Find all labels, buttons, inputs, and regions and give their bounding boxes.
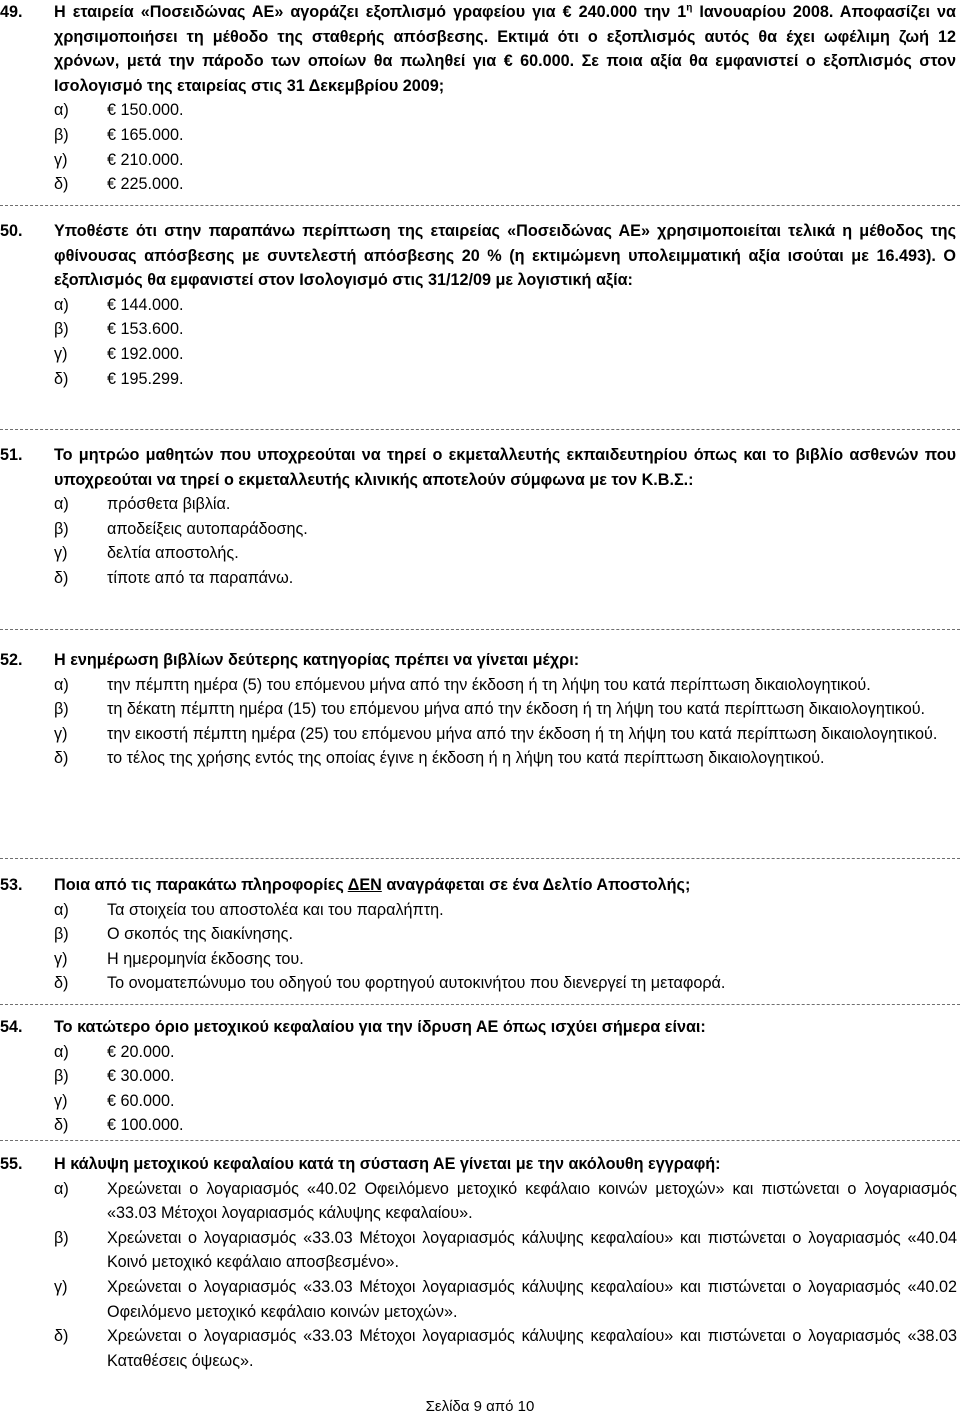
- question-49: [0, 0, 960, 197]
- answer-text: Τα στοιχεία του αποστολέα και του παραλήπτη.: [107, 900, 444, 919]
- question-number: 50.: [0, 222, 23, 240]
- answer-label: α): [54, 101, 69, 120]
- answer-label: γ): [54, 344, 68, 363]
- answer-label: γ): [54, 150, 68, 169]
- answer-option: [54, 673, 960, 698]
- answer-option: [54, 1226, 960, 1275]
- answer-text: € 165.000.: [107, 125, 184, 144]
- answer-label: α): [54, 675, 69, 694]
- question-separator: [0, 205, 960, 206]
- answer-label: γ): [54, 544, 68, 563]
- question-text: [54, 873, 956, 898]
- question-separator: [0, 429, 960, 430]
- answer-option: [54, 317, 960, 342]
- answer-option: [54, 123, 960, 148]
- question-50: [0, 219, 960, 391]
- question-number: 49.: [0, 3, 23, 21]
- answer-label: α): [54, 295, 69, 314]
- answer-label: β): [54, 925, 69, 944]
- answer-option: [54, 172, 960, 197]
- answer-text: την εικοστή πέμπτη ημέρα (25) του επόμενου μήνα από την έκδοση ή τη λήψη του κατά περίπτωση δικαιολογητικού.: [107, 724, 938, 743]
- answer-option: [54, 971, 960, 996]
- answer-option: [54, 1177, 960, 1226]
- question-text-part: Ποια από τις παρακάτω πληροφορίες: [54, 876, 348, 894]
- answer-label: δ): [54, 1327, 69, 1346]
- answer-option: [54, 517, 960, 542]
- answer-label: β): [54, 320, 69, 339]
- answer-option: [54, 293, 960, 318]
- answer-option: [54, 566, 960, 591]
- answer-option: [54, 898, 960, 923]
- answer-label: β): [54, 700, 69, 719]
- question-text: Η κάλυψη μετοχικού κεφαλαίου κατά τη σύσταση ΑΕ γίνεται με την ακόλουθη εγγραφή:: [54, 1155, 721, 1173]
- answer-text: € 30.000.: [107, 1067, 175, 1086]
- answer-text: € 20.000.: [107, 1042, 175, 1061]
- answer-option: [54, 1040, 960, 1065]
- answer-label: δ): [54, 749, 69, 768]
- answer-option: [54, 98, 960, 123]
- answer-label: α): [54, 900, 69, 919]
- question-text: Το κατώτερο όριο μετοχικού κεφαλαίου για την ίδρυση ΑΕ όπως ισχύει σήμερα είναι:: [54, 1018, 706, 1036]
- answer-text: την πέμπτη ημέρα (5) του επόμενου μήνα από την έκδοση ή τη λήψη του κατά περίπτωση δικαιολογητικού.: [107, 675, 871, 694]
- answer-option: [54, 1275, 960, 1324]
- answer-label: α): [54, 495, 69, 514]
- question-53: [0, 873, 960, 996]
- answer-option: [54, 367, 960, 392]
- answer-option: [54, 148, 960, 173]
- answer-label: β): [54, 1067, 69, 1086]
- answer-text: τίποτε από τα παραπάνω.: [107, 568, 294, 587]
- answer-option: [54, 1324, 960, 1373]
- question-text-part: Ιανουαρίου 2008. Αποφασίζει να χρησιμοποιήσει τη μέθοδο της σταθερής απόσβεσης. Εκτιμά ότι ο εξοπλισμός αυτός θα έχει ωφέλιμη ζωή 12 χρόνων, μετά την πάροδο των οποίων θα πωληθεί για € 60.000. Σε ποια αξία θα εμφανιστεί ο εξοπλισμός στον Ισολογισμό της εταιρείας στις 31 Δεκεμβρίου 2009;: [54, 3, 957, 95]
- question-text: [54, 0, 956, 98]
- answer-label: β): [54, 519, 69, 538]
- answer-option: [54, 922, 960, 947]
- answer-label: α): [54, 1042, 69, 1061]
- answer-text: Ο σκοπός της διακίνησης.: [107, 925, 293, 944]
- answer-label: γ): [54, 1277, 68, 1296]
- answer-text: το τέλος της χρήσης εντός της οποίας έγινε η έκδοση ή η λήψη του κατά περίπτωση δικαιολογητικού.: [107, 749, 825, 768]
- answer-text: Χρεώνεται ο λογαριασμός «33.03 Μέτοχοι λογαριασμός κάλυψης κεφαλαίου» και πιστώνεται ο λογαριασμός «40.04 Κοινό μετοχικό κεφάλαιο αποσβεσμένο».: [107, 1228, 957, 1272]
- answer-text: Το ονοματεπώνυμο του οδηγού του φορτηγού αυτοκινήτου που διενεργεί τη μεταφορά.: [107, 974, 726, 993]
- answer-text: Η ημερομηνία έκδοσης του.: [107, 949, 304, 968]
- answer-label: γ): [54, 1091, 68, 1110]
- answer-option: [54, 947, 960, 972]
- answer-label: α): [54, 1179, 69, 1198]
- answer-label: δ): [54, 974, 69, 993]
- question-number: 53.: [0, 876, 23, 894]
- answer-text: € 60.000.: [107, 1091, 175, 1110]
- question-54: [0, 1015, 960, 1138]
- answer-label: β): [54, 1228, 69, 1247]
- question-separator: [0, 1004, 960, 1005]
- question-text-part: αναγράφεται σε ένα Δελτίο Αποστολής;: [381, 876, 691, 894]
- answer-option: [54, 722, 960, 747]
- question-number: 55.: [0, 1155, 23, 1173]
- question-text: Η ενημέρωση βιβλίων δεύτερης κατηγορίας πρέπει να γίνεται μέχρι:: [54, 651, 580, 669]
- answer-option: [54, 697, 960, 722]
- answer-text: € 153.600.: [107, 320, 184, 339]
- answer-label: δ): [54, 175, 69, 194]
- answer-text: € 150.000.: [107, 101, 184, 120]
- answer-label: β): [54, 125, 69, 144]
- answer-option: [54, 1064, 960, 1089]
- superscript: η: [686, 2, 693, 14]
- question-separator: [0, 629, 960, 630]
- question-number: 52.: [0, 651, 23, 669]
- answer-option: [54, 1113, 960, 1138]
- answer-text: πρόσθετα βιβλία.: [107, 495, 231, 514]
- answer-label: δ): [54, 369, 69, 388]
- question-separator: [0, 858, 960, 859]
- answer-option: [54, 746, 960, 771]
- question-52: [0, 648, 960, 771]
- answer-text: € 144.000.: [107, 295, 184, 314]
- answer-option: [54, 1089, 960, 1114]
- answer-option: [54, 492, 960, 517]
- answer-text: € 210.000.: [107, 150, 184, 169]
- emphasis-underlined: ΔΕΝ: [347, 876, 382, 894]
- page-footer: Σελίδα 9 από 10: [425, 1398, 535, 1415]
- answer-label: γ): [54, 724, 68, 743]
- answer-text: Χρεώνεται ο λογαριασμός «40.02 Οφειλόμενο μετοχικό κεφάλαιο κοινών μετοχών» και πιστώνεται ο λογαριασμός «33.03 Μέτοχοι λογαριασμός κάλυψης κεφαλαίου».: [107, 1179, 957, 1223]
- question-text-part: Η εταιρεία «Ποσειδώνας ΑΕ» αγοράζει εξοπλισμό γραφείου για € 240.000 την 1: [54, 3, 687, 21]
- answer-text: € 225.000.: [107, 175, 184, 194]
- question-number: 51.: [0, 446, 23, 464]
- answer-text: € 192.000.: [107, 344, 184, 363]
- question-separator: [0, 1140, 960, 1141]
- question-51: [0, 443, 960, 591]
- question-text: Υποθέστε ότι στην παραπάνω περίπτωση της εταιρείας «Ποσειδώνας ΑΕ» χρησιμοποιείται τελικά η μέθοδος της φθίνουσας απόσβεσης με συντελεστή απόσβεσης 20 % (η εκτιμώμενη υπολειμματική αξία ισούται με 16.493). Ο εξοπλισμός θα εμφανιστεί στον Ισολογισμό στις 31/12/09 με λογιστική αξία:: [54, 222, 956, 290]
- answer-label: δ): [54, 1116, 69, 1135]
- answer-text: Χρεώνεται ο λογαριασμός «33.03 Μέτοχοι λογαριασμός κάλυψης κεφαλαίου» και πιστώνεται ο λογαριασμός «38.03 Καταθέσεις όψεως».: [107, 1327, 957, 1370]
- answer-text: € 195.299.: [107, 369, 184, 388]
- answer-text: € 100.000.: [107, 1116, 184, 1135]
- answer-option: [54, 541, 960, 566]
- answer-text: αποδείξεις αυτοπαράδοσης.: [107, 519, 308, 538]
- answer-label: δ): [54, 568, 69, 587]
- question-55: [0, 1152, 960, 1373]
- answer-option: [54, 342, 960, 367]
- question-text: Το μητρώο μαθητών που υποχρεούται να τηρεί ο εκμεταλλευτής εκπαιδευτηρίου όπως και το βιβλίο ασθενών που υποχρεούται να τηρεί ο εκμεταλλευτής κλινικής αποτελούν σύμφωνα με τον Κ.Β.Σ.:: [54, 446, 956, 489]
- answer-text: Χρεώνεται ο λογαριασμός «33.03 Μέτοχοι λογαριασμός κάλυψης κεφαλαίου» και πιστώνεται ο λογαριασμός «40.02 Οφειλόμενο μετοχικό κεφάλαιο κοινών μετοχών».: [107, 1277, 957, 1321]
- answer-text: δελτία αποστολής.: [107, 544, 239, 563]
- answer-text: τη δέκατη πέμπτη ημέρα (15) του επόμενου μήνα από την έκδοση ή τη λήψη του κατά περίπτωση δικαιολογητικού.: [107, 700, 926, 719]
- question-number: 54.: [0, 1018, 23, 1036]
- answer-label: γ): [54, 949, 68, 968]
